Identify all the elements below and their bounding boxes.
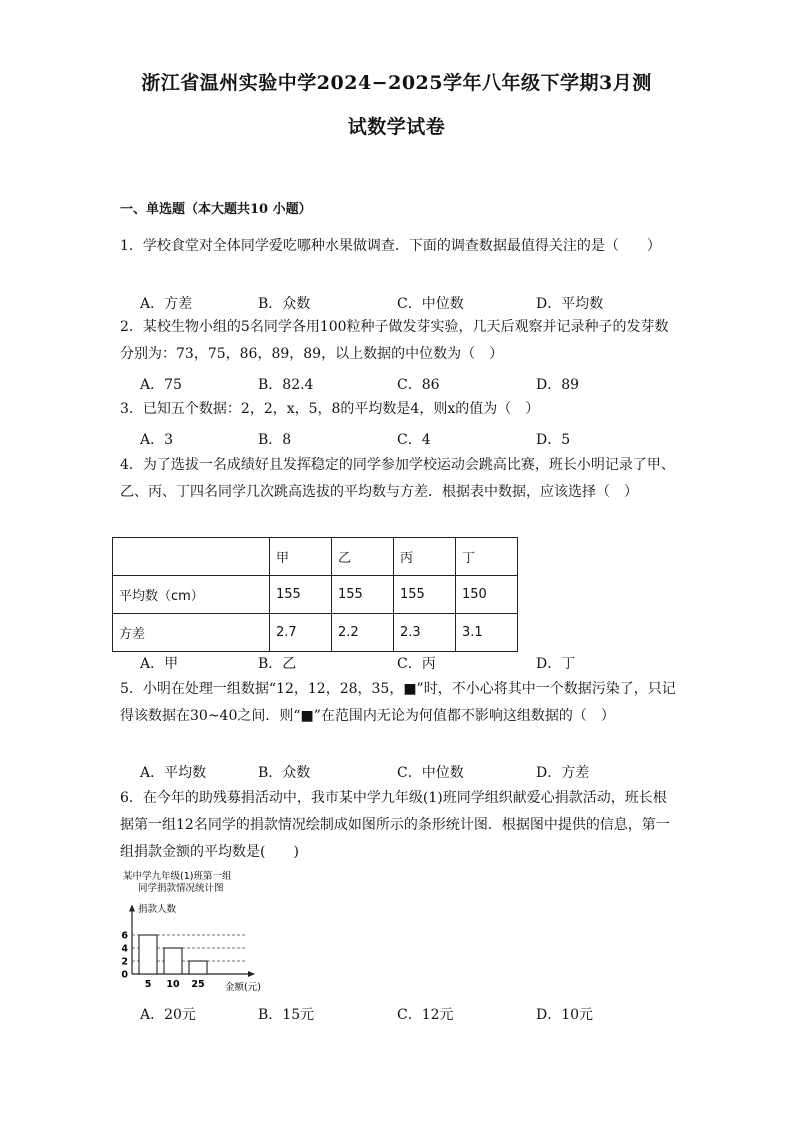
table-cell: 平均数（cm）: [113, 576, 270, 614]
table-cell: 155: [394, 576, 456, 614]
table-cell: 甲: [270, 538, 332, 576]
q2-option-d: D．89: [536, 377, 580, 393]
q5-option-a: A．平均数: [140, 765, 207, 781]
chart-y-axis-label: 捐款人数: [138, 904, 177, 915]
document-title-line1: 浙江省温州实验中学2024−2025学年八年级下学期3月测: [141, 72, 652, 94]
q1-option-b: B．众数: [258, 296, 311, 312]
chart-bar: [164, 948, 182, 974]
section-heading: 一、单选题（本大题共10 小题）: [120, 202, 312, 217]
table-cell: 2.2: [332, 614, 394, 652]
q4-option-c: C．丙: [397, 656, 436, 672]
table-cell: 2.3: [394, 614, 456, 652]
q1-option-a: A．方差: [140, 296, 193, 312]
chart-x-tick-label: 10: [166, 979, 180, 990]
q3-option-d: D．5: [536, 432, 571, 448]
q4-option-b: B．乙: [258, 656, 297, 672]
q5-option-d: D．方差: [536, 765, 590, 781]
table-cell: 155: [270, 576, 332, 614]
q1-option-d: D．平均数: [536, 296, 604, 312]
q3-option-c: C．4: [397, 432, 431, 448]
q6-option-a: A．20元: [140, 1007, 196, 1023]
chart-x-axis-arrow: [248, 971, 255, 977]
table-cell: 方差: [113, 614, 270, 652]
q1-option-c: C．中位数: [397, 296, 464, 312]
table-header-row: [113, 538, 518, 576]
chart-x-tick-label: 25: [191, 979, 205, 990]
q6-option-b: B．15元: [258, 1007, 315, 1023]
q5-option-b: B．众数: [258, 765, 311, 781]
chart-x-axis-label: 金额(元): [225, 982, 261, 993]
question-3: 3．已知五个数据：2，2，x，5，8的平均数是4，则x的值为（ ）: [120, 401, 540, 417]
table-cell: 丙: [394, 538, 456, 576]
question-2: 2．某校生物小组的5名同学各用100粒种子做发芽实验，几天后观察并记录种子的发芽数分别为：73，75，86，89，89，以上数据的中位数为（ ）: [120, 319, 669, 362]
document-title-line2: 试数学试卷: [347, 116, 446, 138]
q6-option-d: D．10元: [536, 1007, 594, 1023]
table-row: [113, 614, 518, 652]
table-row: [113, 576, 518, 614]
question-6: 6．在今年的助残募捐活动中，我市某中学九年级(1)班同学组织献爱心捐款活动，班长根据第一组12名同学的捐款情况绘制成如图所示的条形统计图．根据图中提供的信息，第一组捐款金额的平均数是( ): [120, 790, 670, 860]
table-cell: 2.7: [270, 614, 332, 652]
q5-option-c: C．中位数: [397, 765, 464, 781]
table-cell: 乙: [332, 538, 394, 576]
q3-option-b: B．8: [258, 432, 292, 448]
chart-title-line2: 同学捐款情况统计图: [138, 883, 224, 894]
q3-option-a: A．3: [140, 432, 174, 448]
table-cell: 150: [456, 576, 518, 614]
q2-option-b: B．82.4: [258, 377, 314, 393]
question-1: 1．学校食堂对全体同学爱吃哪种水果做调查．下面的调查数据最值得关注的是（ ）: [120, 238, 661, 254]
q6-option-c: C．12元: [397, 1007, 454, 1023]
chart-title-line1: 某中学九年级(1)班第一组: [123, 871, 232, 882]
q2-option-c: C．86: [397, 377, 440, 393]
table-cell: [113, 538, 270, 576]
chart-y-tick-label: 6: [121, 930, 128, 942]
q4-option-a: A．甲: [140, 656, 179, 672]
chart-bar: [139, 935, 157, 974]
chart-x-tick-label: 5: [144, 979, 152, 990]
donation-bar-chart: [118, 870, 278, 995]
chart-y-tick-label: 0: [121, 969, 128, 981]
question-5: 5．小明在处理一组数据“12，12，28，35，■”时，不小心将其中一个数据污染了，只记得该数据在30~40之间．则“■”在范围内无论为何值都不影响这组数据的（ ）: [120, 681, 676, 724]
q4-data-table: [112, 537, 518, 652]
chart-bar: [189, 961, 207, 974]
question-4: 4．为了选拔一名成绩好且发挥稳定的同学参加学校运动会跳高比赛，班长小明记录了甲、乙、丙、丁四名同学几次跳高选拔的平均数与方差．根据表中数据，应该选择（ ）: [120, 457, 675, 500]
chart-y-tick-label: 4: [121, 943, 128, 955]
table-cell: 丁: [456, 538, 518, 576]
q4-option-d: D．丁: [536, 656, 576, 672]
chart-y-axis-arrow: [129, 905, 135, 912]
chart-y-tick-label: 2: [121, 956, 128, 968]
q2-option-a: A．75: [140, 377, 182, 393]
table-cell: 3.1: [456, 614, 518, 652]
table-cell: 155: [332, 576, 394, 614]
